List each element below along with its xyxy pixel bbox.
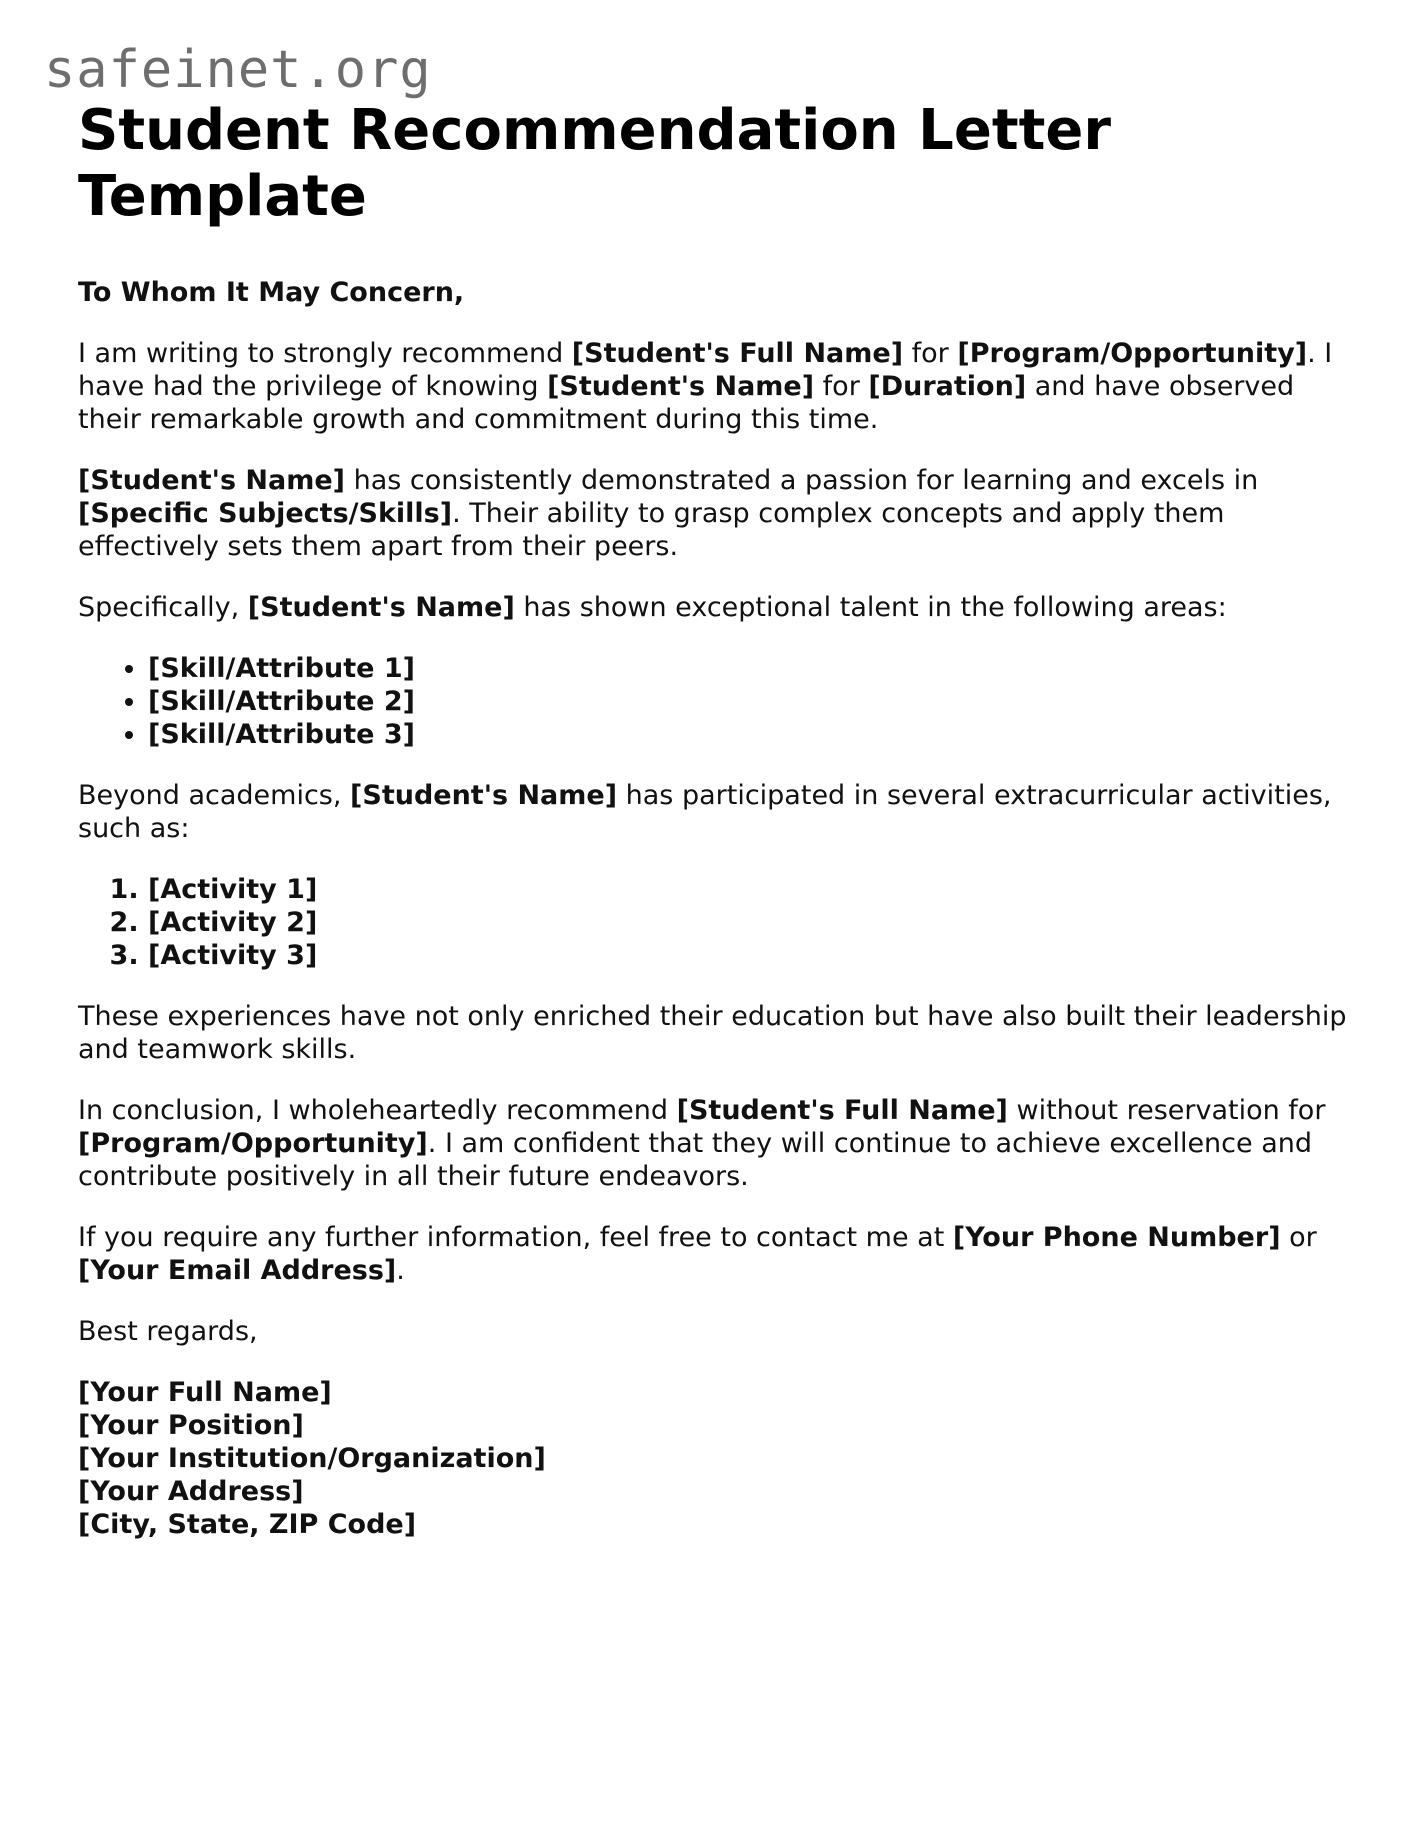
text: . [396, 1255, 405, 1286]
experiences-paragraph: These experiences have not only enriched their education but have also built their leadership and teamwork skills. [78, 1001, 1347, 1065]
academics-paragraph [78, 464, 1348, 563]
text: and have observed their remarkable growth and commitment during this time. [78, 371, 1295, 435]
text: has consistently demonstrated a passion for learning and excels in [345, 465, 1259, 496]
placeholder-program: [Program/Opportunity] [78, 1128, 428, 1159]
text: I am writing to strongly recommend [78, 338, 572, 369]
placeholder-duration: [Duration] [868, 371, 1027, 402]
conclusion-paragraph [78, 1094, 1348, 1193]
intro-paragraph [78, 337, 1348, 436]
list-item: • [Skill/Attribute 3] [148, 718, 1348, 751]
text: without reservation for [1007, 1095, 1326, 1126]
signature-position: [Your Position] [78, 1410, 304, 1441]
closing: Best regards, [78, 1316, 258, 1347]
signature-address: [Your Address] [78, 1476, 304, 1507]
text: Specifically, [78, 592, 248, 623]
text: . I am confident that they will continue to achieve excellence and contribute positively in all their future endeavors. [78, 1128, 1313, 1192]
signature-block [78, 1376, 1348, 1541]
text: In conclusion, I wholeheartedly recommend [78, 1095, 677, 1126]
text: for [903, 338, 958, 369]
placeholder-program: [Program/Opportunity] [957, 338, 1308, 369]
text: for [814, 371, 869, 402]
list-item: 1. [Activity 1] [148, 873, 1348, 906]
watermark: safeinet.org [44, 40, 432, 100]
skills-intro-paragraph [78, 591, 1348, 624]
placeholder-email-address: [Your Email Address] [78, 1255, 397, 1286]
list-item: • [Skill/Attribute 2] [148, 685, 1348, 718]
activities-list [78, 873, 1348, 972]
salutation: To Whom It May Concern, [78, 277, 465, 308]
signature-city-state-zip: [City, State, ZIP Code] [78, 1509, 417, 1540]
placeholder-phone-number: [Your Phone Number] [952, 1222, 1281, 1253]
extracurricular-paragraph [78, 779, 1348, 845]
placeholder-subjects: [Specific Subjects/Skills] [78, 498, 453, 529]
contact-paragraph [78, 1221, 1348, 1287]
text: Beyond academics, [78, 780, 351, 811]
text: has shown exceptional talent in the following areas: [514, 592, 1227, 623]
skills-list [78, 652, 1348, 751]
page-title: Student Recommendation Letter Template [78, 98, 1111, 229]
placeholder-student-full-name: [Student's Full Name] [571, 338, 904, 369]
placeholder-student-name: [Student's Name] [78, 465, 346, 496]
text: . I have had the privilege of knowing [78, 338, 1333, 402]
placeholder-student-name: [Student's Name] [247, 592, 515, 623]
list-item: 2. [Activity 2] [148, 906, 1348, 939]
letter-page [78, 98, 1348, 1541]
text: . Their ability to grasp complex concepts and apply them effectively sets them apart from their peers. [78, 498, 1225, 562]
signature-institution: [Your Institution/Organization] [78, 1443, 546, 1474]
list-item: • [Skill/Attribute 1] [148, 652, 1348, 685]
placeholder-student-name: [Student's Name] [350, 780, 618, 811]
placeholder-student-name: [Student's Name] [547, 371, 815, 402]
list-item: 3. [Activity 3] [148, 939, 1348, 972]
text: or [1280, 1222, 1317, 1253]
placeholder-student-full-name: [Student's Full Name] [676, 1095, 1008, 1126]
signature-name: [Your Full Name] [78, 1377, 332, 1408]
text: has participated in several extracurricular activities, such as: [78, 780, 1332, 844]
text: If you require any further information, feel free to contact me at [78, 1222, 953, 1253]
